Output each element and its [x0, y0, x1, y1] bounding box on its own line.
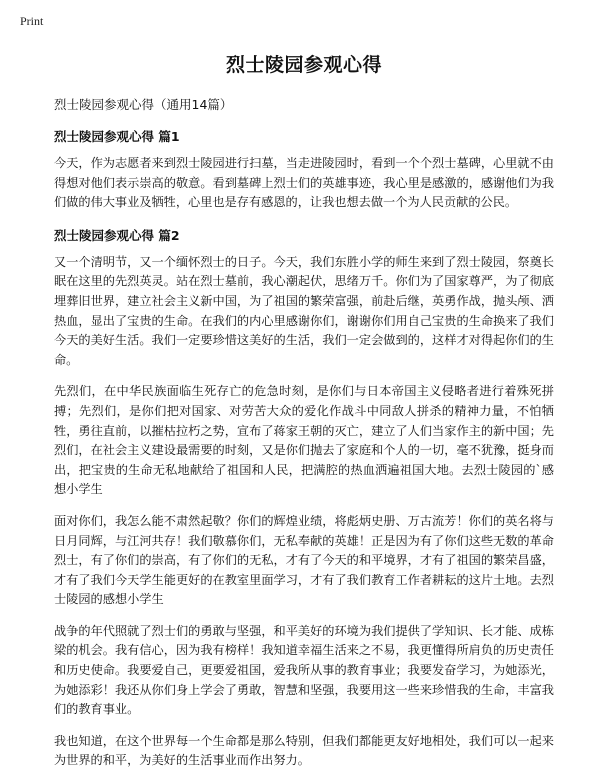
paragraph: 面对你们，我怎么能不肃然起敬？你们的辉煌业绩，将彪炳史册、万古流芳！你们的英名将与日月同辉，与江河共存！我们敬慕你们，无私奉献的英雄！正是因为有了你们这些无数的革命烈士，有了你们的崇高，有了你们的无私，才有了今天的和平境界，才有了祖国的繁荣昌盛，才有了我们今天学生能更好的在教室里面学习，才有了我们教育工作者耕耘的这片土地。去烈士陵园的感想小学生: [54, 513, 554, 607]
paragraph: 又一个清明节，又一个缅怀烈士的日子。今天，我们东胜小学的师生来到了烈士陵园，祭奠长眠在这里的先烈英灵。站在烈士墓前，我心潮起伏，思绪万千。你们为了国家尊严，为了彻底埋葬旧世界，建立社会主义新中国，为了祖国的繁荣富强，前赴后继，英勇作战，抛头颅、洒热血，显出了宝贵的生命。在我们的内心里感谢你们，谢谢你们用自己宝贵的生命换来了我们今天的美好生活。我们一定要珍惜这美好的生活，我们一定会做到的，这样才对得起你们的生命。: [54, 254, 554, 367]
section-1: [54, 128, 554, 213]
section-heading: 烈士陵园参观心得 篇2: [54, 227, 180, 243]
document-body: [54, 0, 554, 771]
paragraph: 我也知道，在这个世界每一个生命都是那么特别，但我们都能更友好地相处，我们可以一起来为世界的和平，为美好的生活事业而作出努力。: [54, 733, 554, 768]
paragraph: 战争的年代照就了烈士们的勇敢与坚强，和平美好的环境为我们提供了学知识、长才能、成栋梁的机会。我有信心，因为我有榜样！我知道幸福生活来之不易，我更懂得所肩负的历史责任和历史使命。我要爱自己，更要爱祖国，爱我所从事的教育事业；我要发奋学习，为她添光，为她添彩！我还从你们身上学会了勇敢，智慧和坚强，我要用这一些来珍惜我的生命，丰富我们的教育事业。: [54, 623, 554, 717]
document-subtitle: 烈士陵园参观心得（通用14篇）: [54, 97, 233, 112]
section-2: [54, 227, 554, 771]
paragraph: 今天，作为志愿者来到烈士陵园进行扫墓，当走进陵园时，看到一个个烈士墓碑，心里就不由得想对他们表示崇高的敬意。看到墓碑上烈士们的英雄事迹，我心里是感激的，感谢他们为我们做的伟大事业及牺牲，心里也是存有感恩的，让我也想去做一个为人民贡献的公民。: [54, 156, 554, 210]
page-title: 烈士陵园参观心得: [225, 54, 382, 76]
print-link[interactable]: Print: [20, 14, 44, 28]
paragraph: 先烈们，在中华民族面临生死存亡的危急时刻，是你们与日本帝国主义侵略者进行着殊死拼搏；先烈们，是你们把对国家、对劳苦大众的爱化作战斗中同敌人拼杀的精神力量，不怕牺牲，勇往直前，以摧枯拉朽之势，宣布了蒋家王朝的灭亡，建立了人们当家作主的新中国；先烈们，在社会主义建设最需要的时刻，又是你们抛去了家庭和个人的一切，毫不犹豫，挺身而出，把宝贵的生命无私地献给了祖国和人民，把满腔的热血洒遍祖国大地。去烈士陵园的`感想小学生: [54, 384, 554, 497]
section-heading: 烈士陵园参观心得 篇1: [54, 129, 180, 144]
